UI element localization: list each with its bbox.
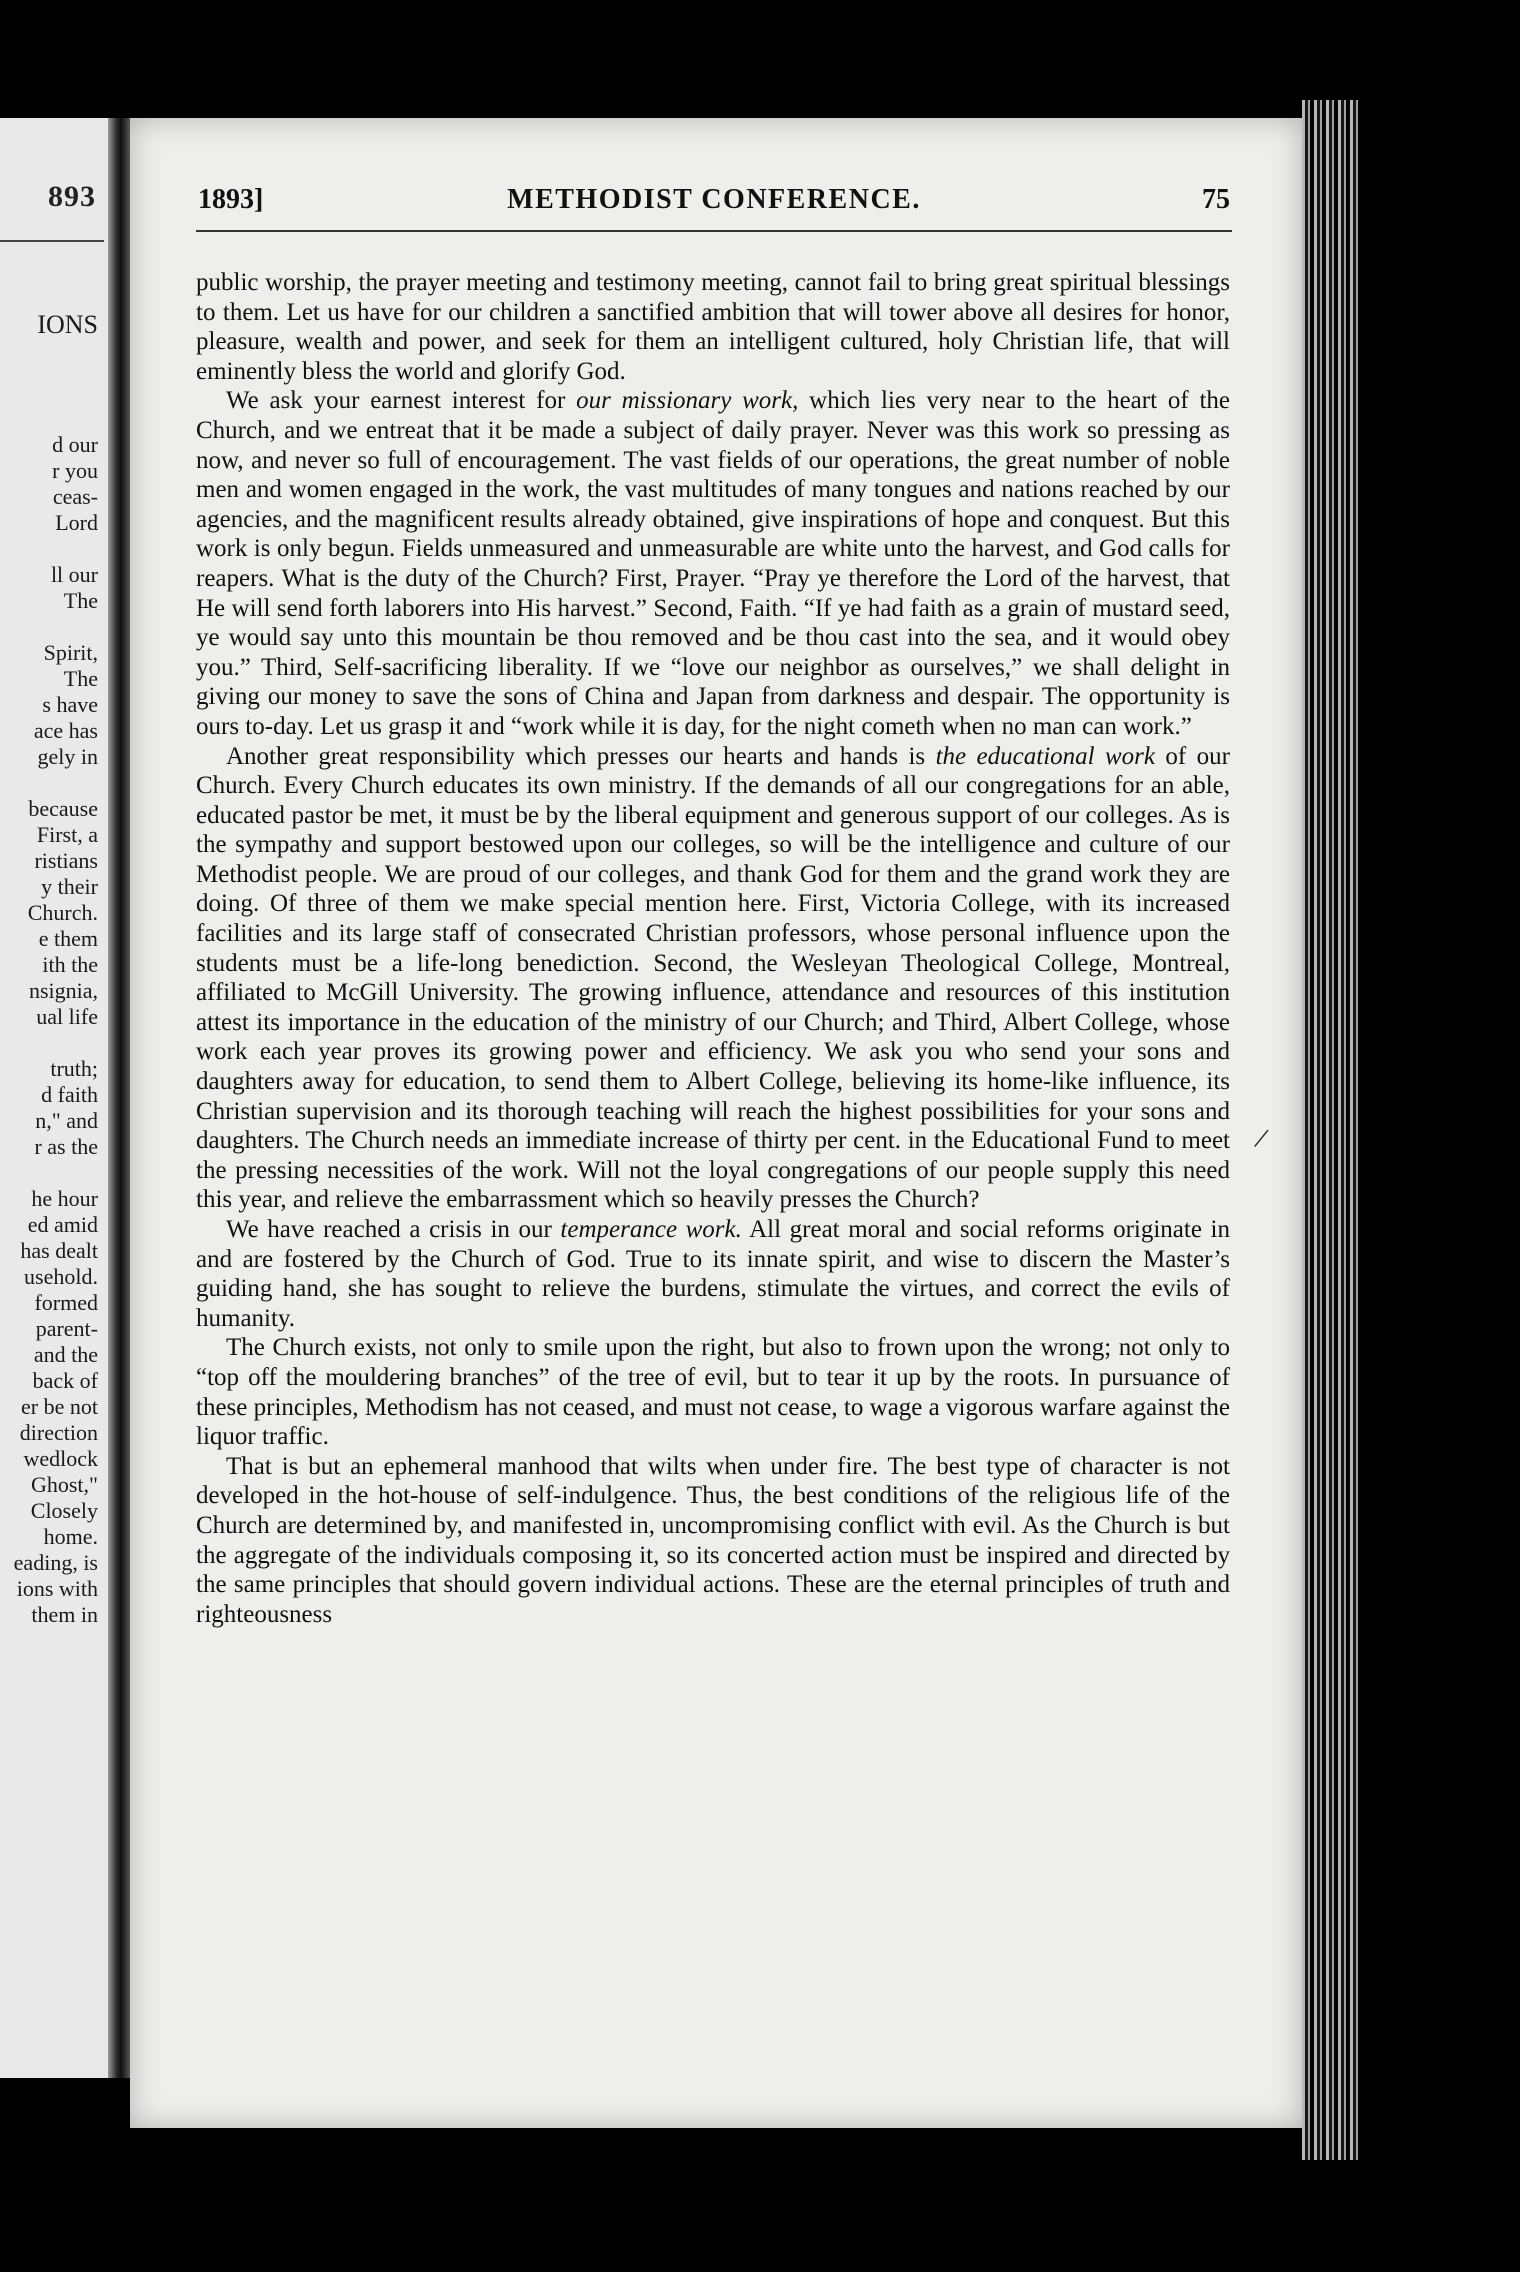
header-year: 1893]	[198, 184, 264, 215]
italic-phrase: temperance work.	[560, 1216, 742, 1243]
page-header	[198, 184, 1230, 226]
left-page-line: because	[28, 796, 98, 821]
left-page-line: r you	[52, 458, 98, 483]
left-page-rule	[0, 240, 104, 242]
book-page	[130, 118, 1302, 2128]
text-run: public worship, the prayer meeting and testimony meeting, cannot fail to bring great spiritual blessings to them. Let us have for our children a sanctified ambition that will tower above all desires for honor, pleasure, wealth and power, and seek for them an intelligent cultured, holy Christian life, that will eminently bless the world and glorify God.	[196, 269, 1230, 385]
left-page-line: Church.	[27, 900, 98, 925]
text-run: We have reached a crisis in our	[226, 1216, 561, 1243]
left-page-line: Lord	[55, 510, 98, 535]
left-page-line: ll our	[50, 562, 98, 587]
text-run: All great moral and social reforms originate in and are fostered by the Church of God. True to its innate spirit, and wise to discern the Master’s guiding hand, she has sought to relieve the burdens, stimulate the virtues, and correct the evils of humanity.	[196, 1216, 1230, 1332]
paragraph	[196, 1333, 1230, 1451]
left-page-line: ed amid	[27, 1212, 98, 1237]
left-page-line: wedlock	[23, 1446, 98, 1471]
paragraph	[196, 1215, 1230, 1333]
left-page-line: d our	[52, 432, 98, 457]
text-run: The Church exists, not only to smile upon the right, but also to frown upon the wrong; not only to “top off the mouldering branches” of the tree of evil, but to tear it up by the roots. In pursuance of these principles, Methodism has not ceased, and must not cease, to wage a vigorous warfare against the liquor traffic.	[196, 1334, 1230, 1451]
paragraph	[196, 386, 1230, 741]
body-text	[196, 268, 1230, 1629]
left-page-line: er be not	[21, 1394, 98, 1419]
left-page-line: s have	[42, 692, 98, 717]
left-page-line: direction	[19, 1420, 98, 1445]
header-rule	[196, 230, 1232, 232]
left-page-line: he hour	[31, 1186, 98, 1211]
left-page-line: y their	[41, 874, 98, 899]
text-run: which lies very near to the heart of the Church, and we entreat that it be made a subject of daily prayer. Never was this work so pressing as now, and never so full of encouragement. The vast fields of our operations, the great number of noble men and women engaged in the work, the vast multitudes of many tongues and nations reached by our agencies, and the magnificent results already obtained, give inspirations of hope and conquest. But this work is only begun. Fields unmeasured and unmeasurable are white unto the harvest, and God calls for reapers. What is the duty of the Church? First, Prayer. “Pray ye therefore the Lord of the harvest, that He will send forth laborers into His harvest.” Second, Faith. “If ye had faith as a grain of mustard seed, ye would say unto this mountain be thou removed and be thou cast into the sea, and it would obey you.” Third, Self-sacrificing liberality. If we “love our neighbor as ourselves,” we shall delight in giving our money to save the sons of China and Japan from darkness and despair. The opportunity is ours to-day. Let us grasp it and “work while it is day, for the night cometh when no man can work.”	[196, 387, 1230, 740]
left-page-line: The	[63, 666, 98, 691]
left-page-line: r as the	[34, 1134, 98, 1159]
text-run: That is but an ephemeral manhood that wilts when under fire. The best type of character is not developed in the hot-house of self-indulgence. Thus, the best conditions of the religious life of the Church are determined by, and manifested in, uncompromising conflict with evil. As the Church is but the aggregate of the individuals composing it, so its concerted action must be inspired and directed by the same principles that should govern individual actions. These are the eternal principles of truth and righteousness	[196, 1452, 1230, 1628]
text-run: of our Church. Every Church educates its own ministry. If the demands of all our congregations for an able, educated pastor be met, it must be by the liberal equipment and generous support of our colleges. As is the sympathy and support bestowed upon our colleges, so will be the intelligence and culture of our Methodist people. We are proud of our colleges, and thank God for them and the grand work they are doing. Of three of them we make special mention here. First, Victoria College, with its increased facilities and its large staff of consecrated Christian professors, whose personal influence upon the students must be a life-long benediction. Second, the Wesleyan Theological College, Montreal, affiliated to McGill University. The growing influence, attendance and resources of this institution attest its importance in the education of the ministry of our Church; and Third, Albert College, whose work each year proves its growing power and efficiency. We ask you who send your sons and daughters away for education, to send them to Albert College, believing its home-like influence, its Christian supervision and its thorough teaching will reach the highest possibilities for your sons and daughters. The Church needs an immediate increase of thirty per cent. in the Educational Fund to meet the pressing necessities of the work. Will not the loyal congregations of our people supply this need this year, and relieve the embarrassment which so heavily presses the Church?	[196, 742, 1231, 1214]
left-page-line: ions with	[16, 1576, 98, 1601]
text-run: We ask your earnest interest for	[226, 387, 577, 415]
left-page-line: ristians	[34, 848, 98, 873]
left-page-line: ith the	[42, 952, 98, 977]
text-run: Another great responsibility which presses our hearts and hands is	[226, 742, 936, 770]
paragraph	[196, 742, 1230, 1216]
left-page-line: usehold.	[24, 1264, 98, 1289]
running-title: METHODIST CONFERENCE.	[507, 184, 921, 215]
paragraph	[196, 268, 1230, 386]
left-page-line: back of	[32, 1368, 98, 1393]
left-page-line: parent-	[35, 1316, 98, 1341]
left-page-line: formed	[34, 1290, 98, 1315]
left-page-line: First, a	[36, 822, 98, 847]
left-page-line: truth;	[50, 1056, 98, 1081]
left-page-header: 893	[48, 180, 96, 213]
left-page-line: ceas-	[52, 484, 98, 509]
left-page-line: gely in	[37, 744, 98, 769]
left-page-line: Spirit,	[43, 640, 98, 665]
left-page-line: n," and	[35, 1108, 98, 1133]
left-page-line: The	[63, 588, 98, 613]
left-page-line: IONS	[37, 310, 98, 339]
left-page-line: them in	[31, 1602, 98, 1627]
paragraph	[196, 1452, 1230, 1630]
left-page-line: has dealt	[20, 1238, 98, 1263]
left-page-line: e them	[38, 926, 98, 951]
italic-phrase: our missionary work,	[576, 387, 799, 415]
left-page-line: home.	[43, 1524, 98, 1549]
left-page-line: Ghost,"	[30, 1472, 98, 1497]
left-page-line: nsignia,	[28, 978, 98, 1003]
book-gutter	[108, 118, 130, 2078]
left-page-line: ual life	[36, 1004, 98, 1029]
left-page-line: ace has	[33, 718, 98, 743]
left-page-fragment	[0, 118, 108, 2078]
left-page-line: eading, is	[13, 1550, 98, 1575]
left-page-line: and the	[33, 1342, 98, 1367]
left-page-line: d faith	[41, 1082, 98, 1107]
margin-pencil-mark: /	[1251, 1121, 1271, 1156]
italic-phrase: the educational work	[935, 742, 1156, 770]
left-page-line: Closely	[30, 1498, 98, 1523]
page-number: 75	[1202, 184, 1230, 215]
scan-background	[1360, 60, 1520, 2260]
